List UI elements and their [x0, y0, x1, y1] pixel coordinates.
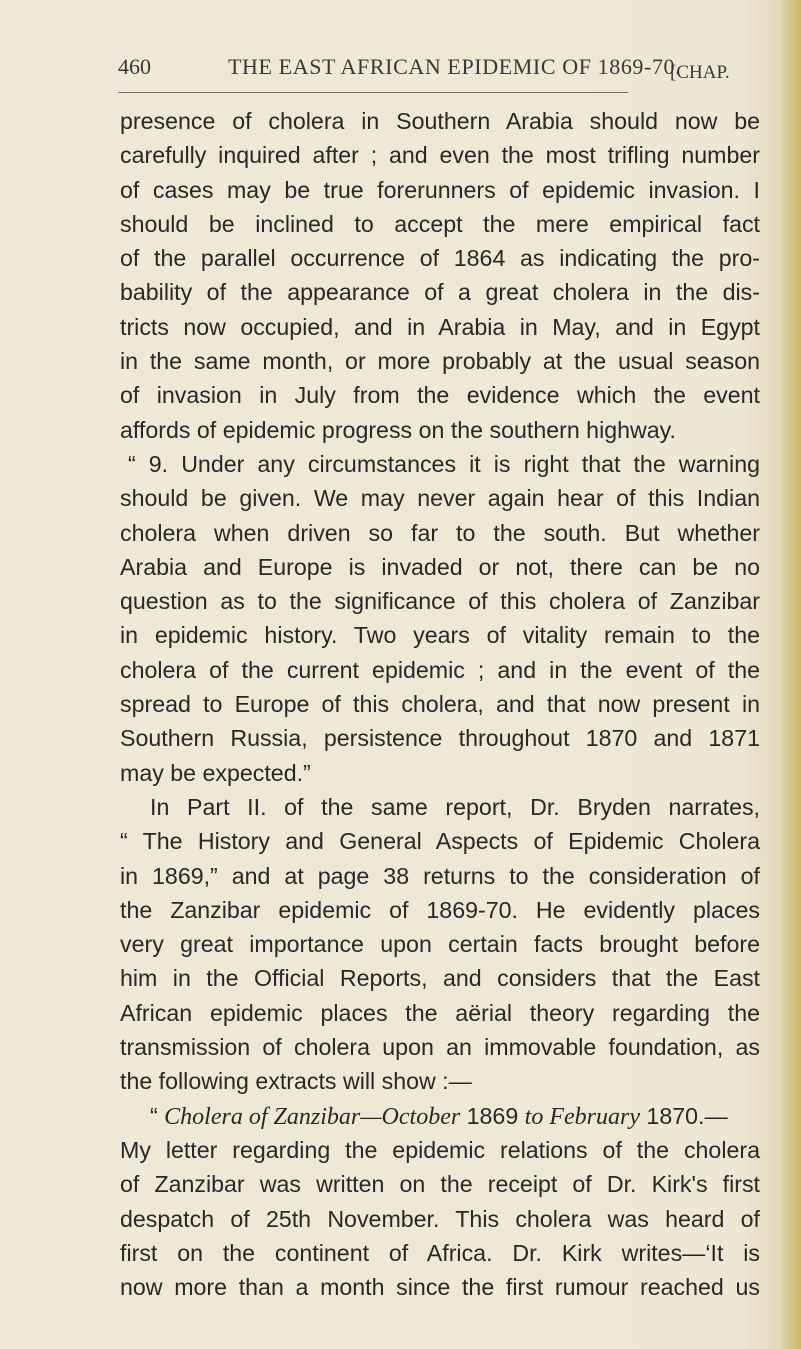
- text-line: of invasion in July from the evidence which the event: [120, 382, 760, 409]
- header-rule: [118, 92, 628, 93]
- text-line: may be expected.”: [120, 759, 311, 786]
- text-line: first on the continent of Africa. Dr. Kirk writes—‘It is: [120, 1239, 760, 1266]
- page-number: 460: [118, 54, 151, 79]
- text-line: “ 9. Under any circumstances it is right that the warning: [128, 450, 760, 477]
- text-line: bability of the appearance of a great cholera in the dis-: [120, 279, 760, 306]
- text-line: In Part II. of the same report, Dr. Bryden narrates,: [150, 793, 760, 820]
- text-line: cholera of the current epidemic ; and in the event of the: [120, 656, 760, 683]
- text-line: the following extracts will show :—: [120, 1068, 472, 1095]
- running-header: [118, 42, 778, 92]
- text-line: “ The History and General Aspects of Epidemic Cholera: [120, 828, 760, 855]
- text-line: cholera when driven so far to the south. But whether: [120, 519, 760, 546]
- text-line: him in the Official Reports, and considers that the East: [120, 965, 760, 992]
- running-title: THE EAST AFRICAN EPIDEMIC OF 1869-70.: [228, 54, 682, 79]
- text-line: now more than a month since the first rumour reached us: [120, 1274, 760, 1301]
- text-line: question as to the significance of this cholera of Zanzibar: [120, 588, 760, 615]
- text-line: of cases may be true forerunners of epidemic invasion. I: [120, 176, 760, 203]
- text-line: spread to Europe of this cholera, and that now present in: [120, 691, 760, 718]
- text-line: of the parallel occurrence of 1864 as indicating the pro-: [120, 245, 760, 272]
- body-text: [120, 104, 760, 1304]
- page-edge-shadow: [779, 0, 801, 1349]
- text-line: should be inclined to accept the mere empirical fact: [120, 210, 760, 237]
- text-line: in 1869,” and at page 38 returns to the consideration of: [120, 862, 760, 889]
- text-line: affords of epidemic progress on the southern highway.: [120, 416, 676, 443]
- text-line: transmission of cholera upon an immovable foundation, as: [120, 1034, 760, 1061]
- text-line: tricts now occupied, and in Arabia in May, and in Egypt: [120, 313, 760, 340]
- text-line: Southern Russia, persistence throughout 1870 and 1871: [120, 725, 760, 752]
- text-line: despatch of 25th November. This cholera was heard of: [120, 1205, 760, 1232]
- extract-open-quote: “: [150, 1102, 165, 1129]
- extract-heading: [120, 1099, 760, 1133]
- text-line: very great importance upon certain facts brought before: [120, 931, 760, 958]
- extract-to: to: [524, 1103, 544, 1130]
- extract-year-end: 1870.—: [639, 1102, 728, 1129]
- extract-year-start: 1869: [460, 1102, 525, 1129]
- extract-month-end: February: [543, 1103, 640, 1130]
- text-line: of Zanzibar was written on the receipt of Dr. Kirk's first: [120, 1171, 760, 1198]
- chapter-mark: [CHAP.: [670, 62, 730, 83]
- text-line: Arabia and Europe is invaded or not, there can be no: [120, 553, 760, 580]
- text-line: the Zanzibar epidemic of 1869-70. He evidently places: [120, 896, 760, 923]
- text-line: My letter regarding the epidemic relations of the cholera: [120, 1136, 760, 1163]
- text-line: in the same month, or more probably at the usual season: [120, 348, 760, 375]
- text-line: carefully inquired after ; and even the most trifling number: [120, 142, 760, 169]
- text-line: presence of cholera in Southern Arabia should now be: [120, 108, 760, 134]
- text-line: African epidemic places the aërial theory regarding the: [120, 999, 760, 1026]
- text-line: should be given. We may never again hear of this Indian: [120, 485, 760, 512]
- text-line: in epidemic history. Two years of vitality remain to the: [120, 622, 760, 649]
- extract-title: Cholera of Zanzibar—October: [164, 1103, 461, 1130]
